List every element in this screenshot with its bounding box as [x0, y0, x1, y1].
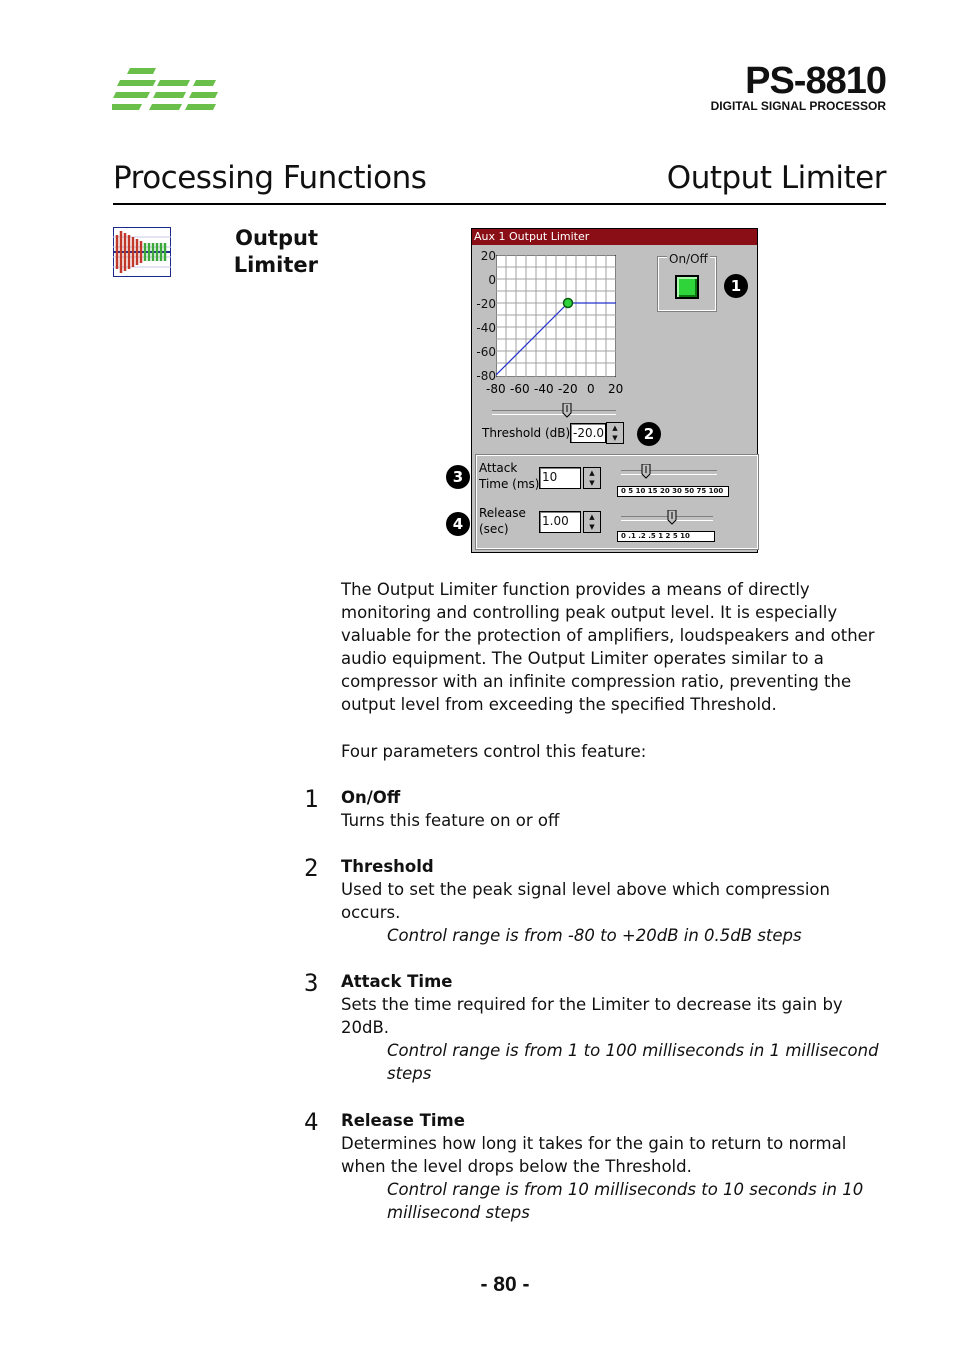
- param-onoff: [341, 786, 886, 832]
- attack-spinner[interactable]: [583, 467, 601, 489]
- section-heading: Processing Functions: [113, 160, 427, 196]
- header-rule: [113, 203, 886, 205]
- params-intro: Four parameters control this feature:: [341, 742, 647, 761]
- item-number: 2: [304, 854, 319, 882]
- sidebar-title-line2: Limiter: [233, 253, 318, 277]
- y-tick: 20: [480, 249, 496, 263]
- release-spinner[interactable]: [583, 511, 601, 533]
- product-model: PS-8810: [745, 60, 886, 102]
- threshold-slider-thumb[interactable]: [562, 403, 572, 418]
- threshold-input[interactable]: -20.0: [570, 423, 606, 443]
- sidebar-title-line1: Output: [235, 226, 318, 250]
- release-scale: 0 .1 .2 .5 1 2 5 10: [617, 531, 715, 542]
- param-attack: [341, 970, 886, 1085]
- spin-up-icon[interactable]: ▲: [612, 424, 618, 432]
- param-range: Control range is from 10 milliseconds to 10 seconds in 10 millisecond steps: [387, 1180, 864, 1222]
- callout-4: 4: [446, 512, 470, 536]
- spin-up-icon[interactable]: ▲: [589, 513, 595, 521]
- dialog-title: Aux 1 Output Limiter: [472, 229, 757, 245]
- timing-group: [476, 455, 758, 549]
- item-number: 1: [304, 785, 319, 813]
- threshold-label: Threshold (dB): [482, 426, 571, 440]
- item-number: 3: [304, 969, 319, 997]
- callout-2: 2: [637, 422, 661, 446]
- release-label-1: Release: [479, 506, 526, 520]
- attack-slider-track[interactable]: [621, 470, 717, 475]
- threshold-slider-track[interactable]: [492, 410, 616, 415]
- x-tick: -60: [510, 382, 530, 396]
- param-desc: Used to set the peak signal level above which compression occurs.: [341, 880, 830, 922]
- transfer-curve-graph: [496, 255, 616, 377]
- y-tick: -20: [476, 297, 496, 311]
- threshold-spinner[interactable]: [606, 422, 624, 444]
- x-tick: -80: [486, 382, 506, 396]
- output-limiter-dialog: [471, 228, 758, 553]
- y-tick: -60: [476, 345, 496, 359]
- param-desc: Sets the time required for the Limiter to decrease its gain by 20dB.: [341, 995, 843, 1037]
- spin-down-icon[interactable]: ▼: [589, 523, 595, 531]
- onoff-group: [658, 252, 716, 311]
- release-input[interactable]: 1.00: [539, 511, 581, 533]
- release-label-2: (sec): [479, 522, 509, 536]
- spin-up-icon[interactable]: ▲: [589, 469, 595, 477]
- intro-paragraph: The Output Limiter function provides a means of directly monitoring and controlling peak output level. It is especially valuable for the protection of amplifiers, loudspeakers and other audio equipment. The Output Limiter operates similar to a compressor with an infinite compression ratio, preventing the output level from exceeding the specified Threshold.: [341, 580, 875, 714]
- x-tick: 0: [587, 382, 595, 396]
- x-tick: 20: [608, 382, 624, 396]
- attack-input[interactable]: 10: [539, 467, 581, 489]
- param-desc: Turns this feature on or off: [341, 811, 560, 830]
- spin-down-icon[interactable]: ▼: [612, 434, 618, 442]
- param-range: Control range is from 1 to 100 milliseconds in 1 millisecond steps: [387, 1041, 879, 1083]
- param-title: On/Off: [341, 788, 401, 807]
- x-tick: -40: [534, 382, 554, 396]
- y-tick: -80: [476, 369, 496, 383]
- spin-down-icon[interactable]: ▼: [589, 479, 595, 487]
- onoff-toggle[interactable]: [675, 275, 699, 299]
- x-tick: -20: [558, 382, 578, 396]
- y-tick: -40: [476, 321, 496, 335]
- callout-3: 3: [446, 465, 470, 489]
- param-range: Control range is from -80 to +20dB in 0.5dB steps: [387, 926, 802, 945]
- limiter-icon: [113, 227, 171, 277]
- page-number: - 80 -: [480, 1273, 530, 1296]
- function-heading: Output Limiter: [666, 160, 886, 196]
- onoff-label: On/Off: [669, 252, 708, 266]
- callout-1: 1: [724, 274, 748, 298]
- attack-label-2: Time (ms): [479, 477, 540, 491]
- param-title: Threshold: [341, 857, 434, 876]
- attack-slider-thumb[interactable]: [641, 464, 651, 479]
- product-subtitle: DIGITAL SIGNAL PROCESSOR: [710, 99, 886, 113]
- item-number: 4: [304, 1108, 319, 1136]
- release-slider-thumb[interactable]: [667, 510, 677, 525]
- param-desc: Determines how long it takes for the gain to return to normal when the level drops below the Threshold.: [341, 1134, 847, 1176]
- attack-scale: 0 5 10 15 20 30 50 75 100: [617, 486, 729, 497]
- sidebar-title: [230, 225, 318, 279]
- param-title: Release Time: [341, 1111, 465, 1130]
- param-release: [341, 1109, 886, 1224]
- attack-label-1: Attack: [479, 461, 518, 475]
- param-title: Attack Time: [341, 972, 453, 991]
- param-threshold: [341, 855, 886, 947]
- bss-logo: [112, 66, 220, 116]
- y-tick: 0: [488, 273, 496, 287]
